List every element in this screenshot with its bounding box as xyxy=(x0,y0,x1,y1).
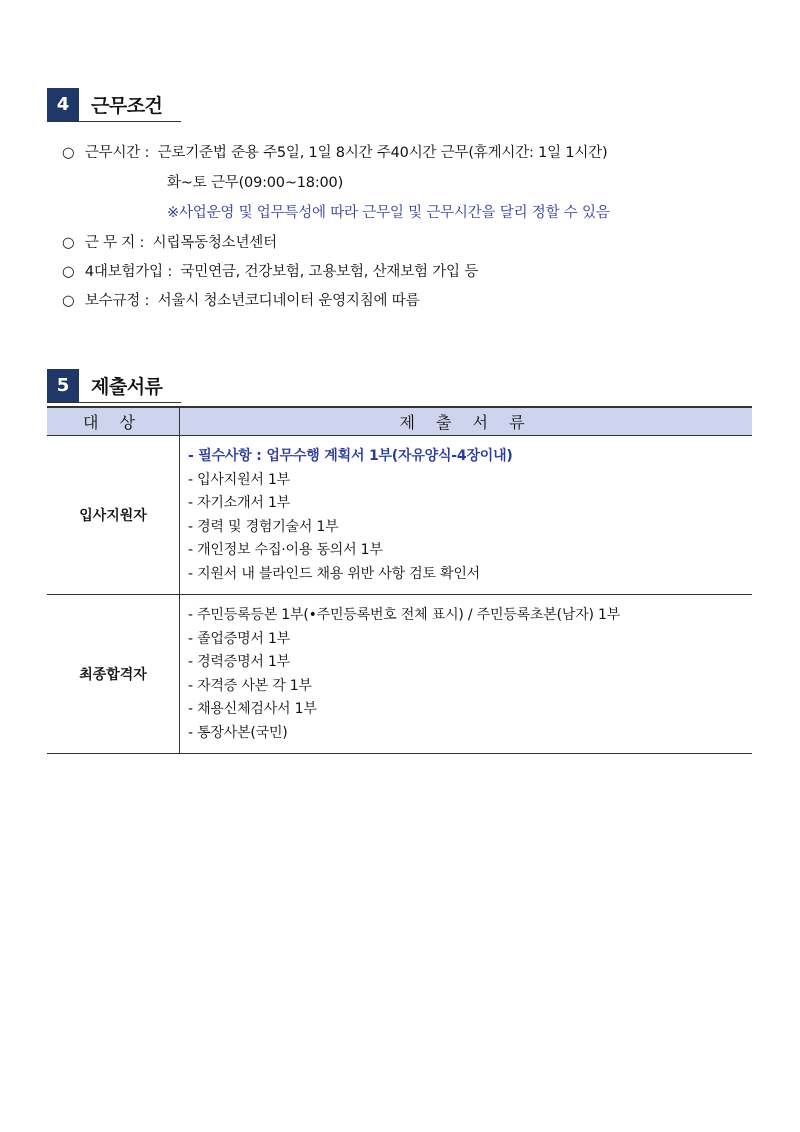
insurance-text: 국민연금, 건강보험, 고용보험, 산재보험 가입 등 xyxy=(180,264,479,280)
work-hours-note: ※사업운영 및 업무특성에 따라 근무일 및 근무시간을 달리 정할 수 있음 xyxy=(167,205,610,221)
list-item: - 통장사본(국민) xyxy=(188,724,288,741)
bullet: ○ xyxy=(62,293,75,309)
table-header-row xyxy=(47,407,752,436)
list-item: - 지원서 내 블라인드 채용 위반 사항 검토 확인서 xyxy=(188,565,481,582)
list-item: - 필수사항 : 업무수행 계획서 1부(자유양식-4장이내) xyxy=(188,448,513,464)
workplace-label: 근 무 지 : xyxy=(84,235,145,251)
workplace-line xyxy=(62,231,277,252)
insurance-line xyxy=(62,260,478,281)
bullet: ○ xyxy=(62,264,75,280)
salary-line xyxy=(62,289,419,310)
work-hours-label: 근무시간 : xyxy=(84,145,150,161)
work-hours-line xyxy=(62,141,607,162)
salary-label: 보수규정 : xyxy=(84,293,150,309)
row-target-applicant: 입사지원자 xyxy=(47,436,180,595)
bullet: ○ xyxy=(62,235,75,251)
section-4-number: 4 xyxy=(47,88,79,121)
list-item: - 졸업증명서 1부 xyxy=(188,630,291,647)
list-item: - 채용신체검사서 1부 xyxy=(188,701,317,717)
section-5-header xyxy=(47,369,181,403)
table-row xyxy=(47,595,752,754)
list-item: - 경력증명서 1부 xyxy=(188,654,291,670)
documents-table xyxy=(47,406,752,754)
section-5-number: 5 xyxy=(47,369,79,402)
section-5-title: 제출서류 xyxy=(91,376,163,398)
section-5-underline xyxy=(47,402,181,403)
bullet: ○ xyxy=(62,145,75,161)
list-item: - 입사지원서 1부 xyxy=(188,471,291,488)
row-items-final xyxy=(180,595,753,754)
table-row xyxy=(47,436,752,595)
workplace-text: 시립목동청소년센터 xyxy=(152,235,277,251)
section-4-header xyxy=(47,88,181,122)
header-documents: 제 출 서 류 xyxy=(180,407,753,436)
row-target-final: 최종합격자 xyxy=(47,595,180,754)
section-4-underline xyxy=(47,121,181,122)
list-item: - 자기소개서 1부 xyxy=(188,495,291,511)
row-items-applicant xyxy=(180,436,753,595)
section-4-title: 근무조건 xyxy=(91,95,163,117)
list-item: - 경력 및 경험기술서 1부 xyxy=(188,518,339,535)
header-target: 대 상 xyxy=(47,407,180,436)
list-item: - 개인정보 수집·이용 동의서 1부 xyxy=(188,542,383,558)
work-hours-text: 근로기준법 준용 주5일, 1일 8시간 주40시간 근무(휴게시간: 1일 1시간) xyxy=(157,145,608,161)
work-days-line: 화~토 근무(09:00~18:00) xyxy=(167,175,344,191)
insurance-label: 4대보험가입 : xyxy=(84,264,173,280)
list-item: - 주민등록등본 1부(•주민등록번호 전체 표시) / 주민등록초본(남자) 1부 xyxy=(188,607,621,623)
list-item: - 자격증 사본 각 1부 xyxy=(188,677,312,694)
salary-text: 서울시 청소년코디네이터 운영지침에 따름 xyxy=(157,293,420,309)
